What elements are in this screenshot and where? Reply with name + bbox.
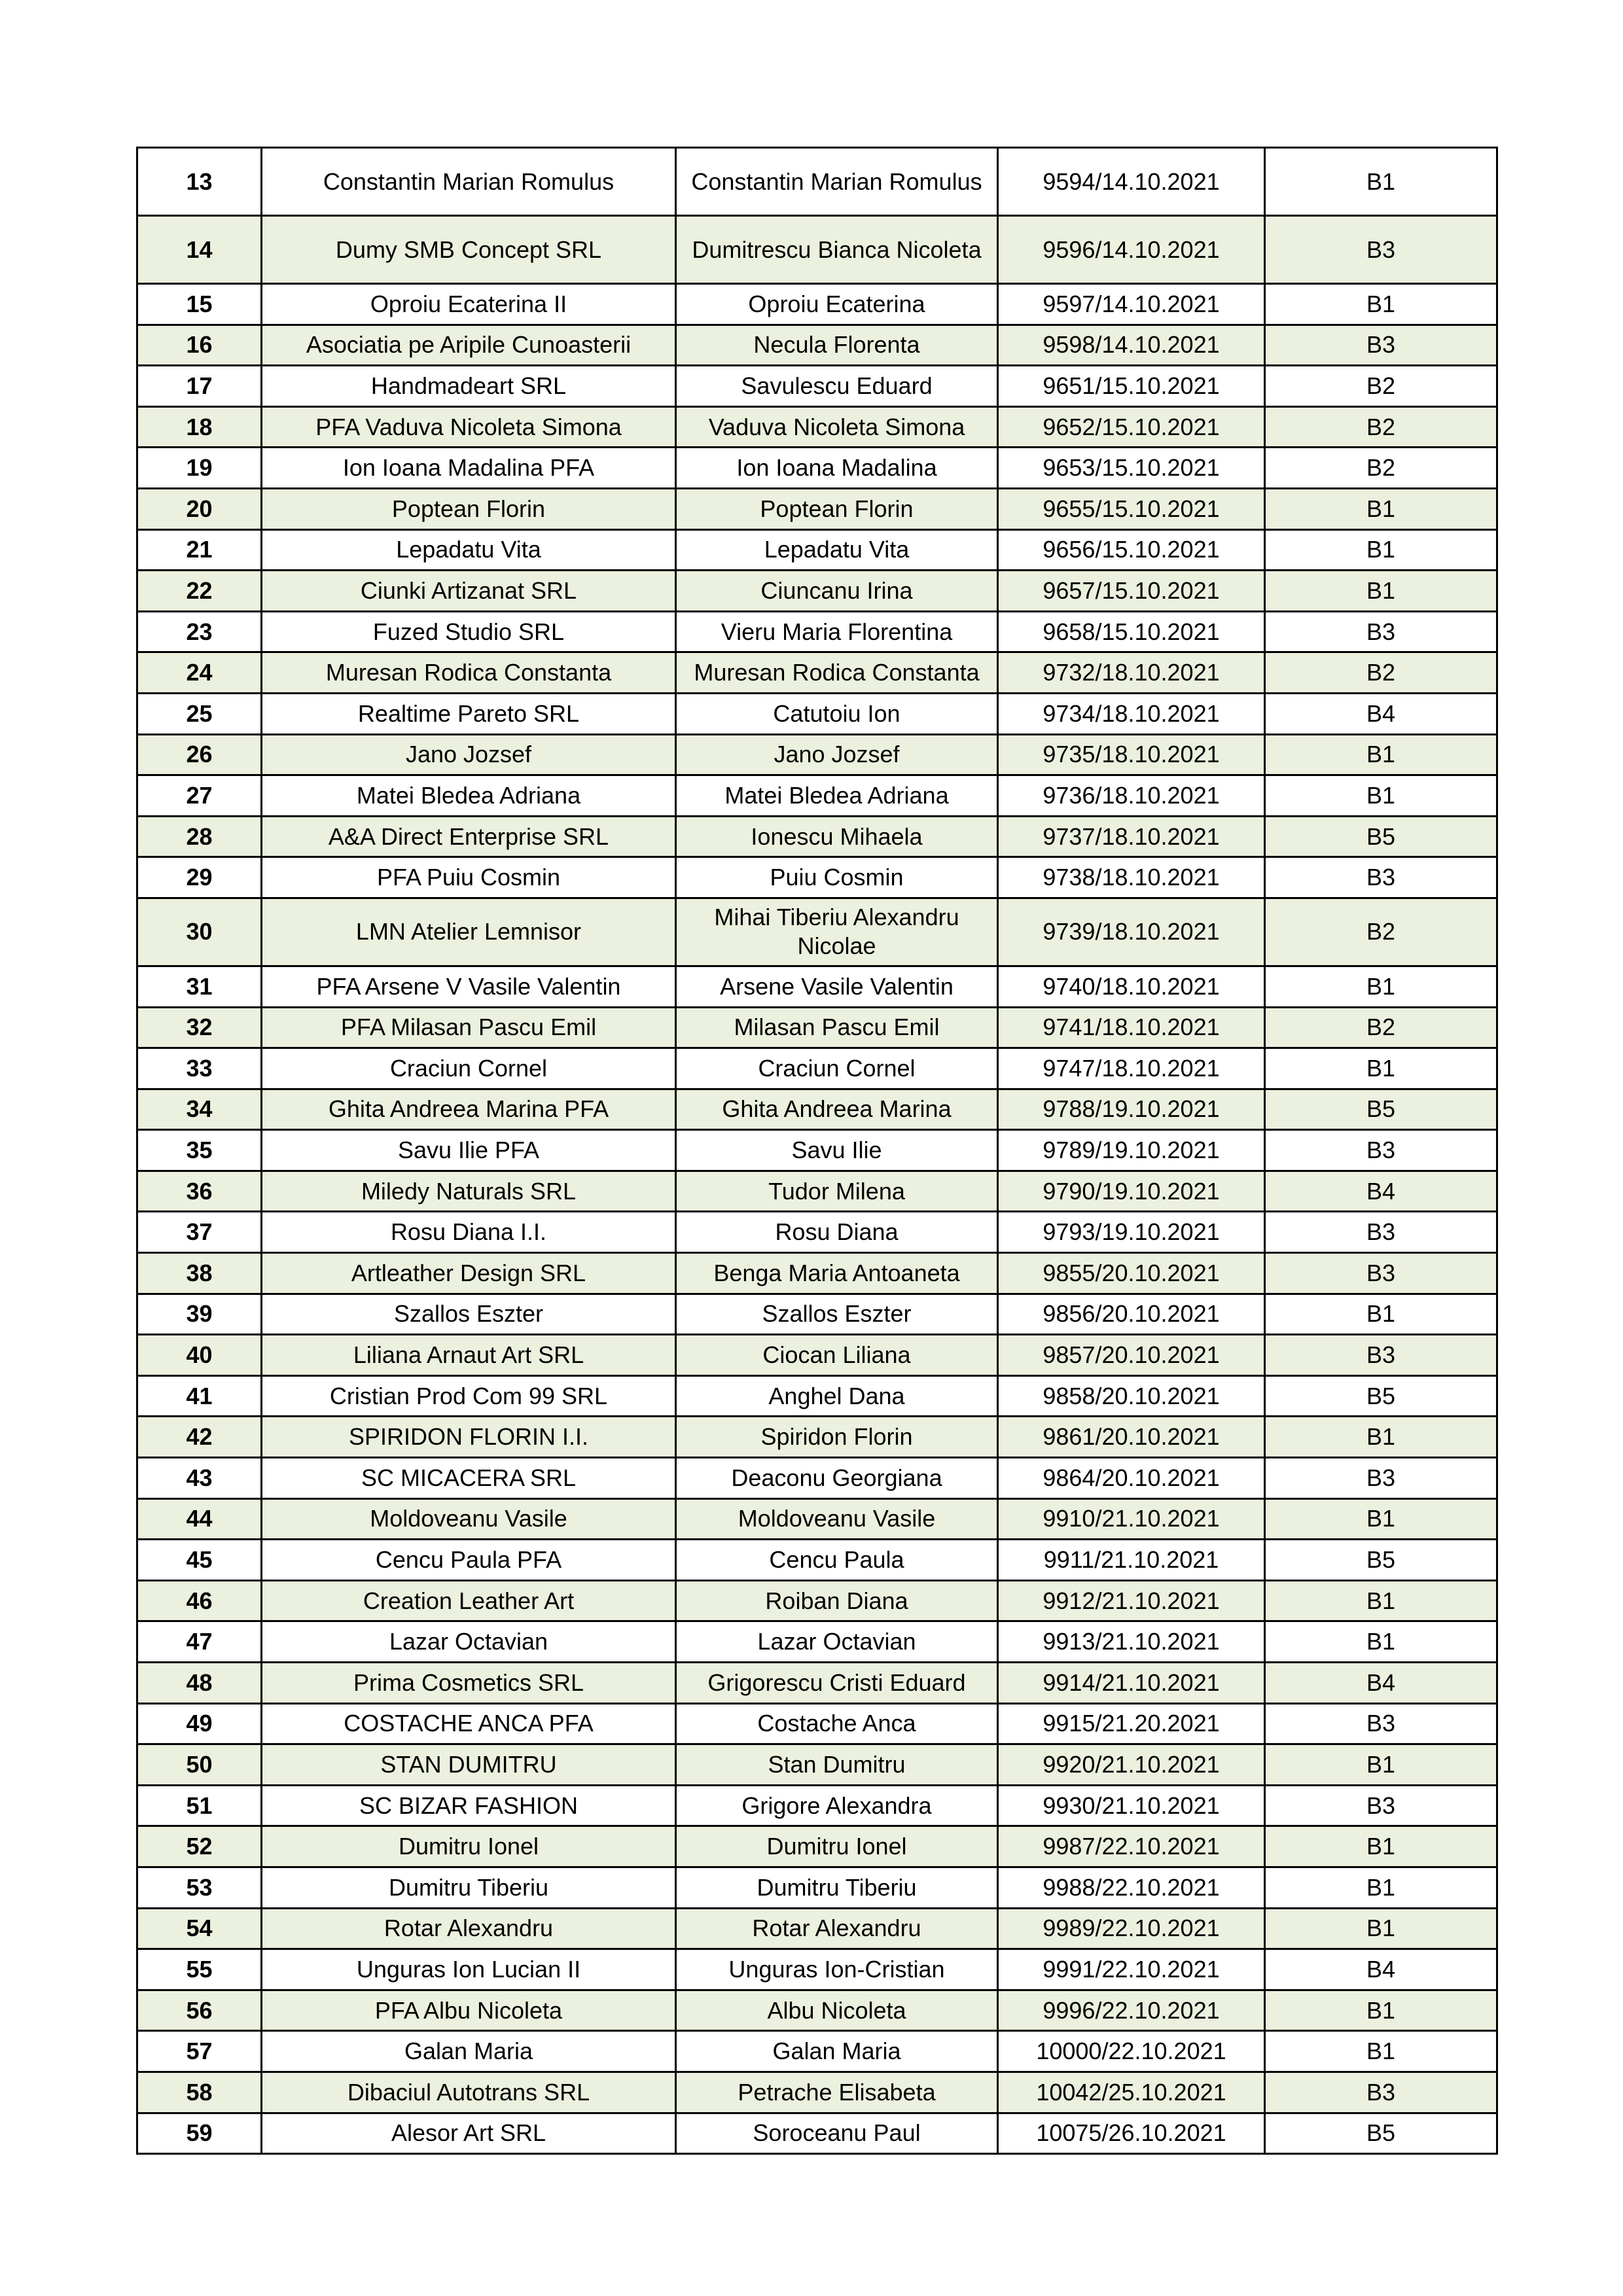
representative-name: Savulescu Eduard bbox=[676, 366, 998, 407]
row-number: 41 bbox=[137, 1375, 262, 1417]
beneficiary-name: Ghita Andreea Marina PFA bbox=[262, 1089, 676, 1130]
table-row bbox=[137, 693, 1497, 734]
representative-name: Cencu Paula bbox=[676, 1540, 998, 1581]
row-number: 51 bbox=[137, 1785, 262, 1826]
row-number: 43 bbox=[137, 1458, 262, 1499]
row-number: 34 bbox=[137, 1089, 262, 1130]
beneficiary-name: SC MICACERA SRL bbox=[262, 1458, 676, 1499]
registration-number: 10000/22.10.2021 bbox=[998, 2031, 1265, 2072]
table-row bbox=[137, 325, 1497, 366]
representative-name: Lepadatu Vita bbox=[676, 529, 998, 571]
representative-name: Grigore Alexandra bbox=[676, 1785, 998, 1826]
table-row bbox=[137, 1703, 1497, 1744]
beneficiary-name: Asociatia pe Aripile Cunoasterii bbox=[262, 325, 676, 366]
representative-name: Dumitrescu Bianca Nicoleta bbox=[676, 216, 998, 284]
table-row bbox=[137, 652, 1497, 694]
registration-number: 9914/21.10.2021 bbox=[998, 1663, 1265, 1704]
registration-number: 9856/20.10.2021 bbox=[998, 1294, 1265, 1335]
beneficiary-name: LMN Atelier Lemnisor bbox=[262, 898, 676, 966]
row-number: 59 bbox=[137, 2113, 262, 2154]
beneficiary-name: Constantin Marian Romulus bbox=[262, 148, 676, 216]
beneficiary-name: PFA Milasan Pascu Emil bbox=[262, 1007, 676, 1048]
table-row bbox=[137, 816, 1497, 857]
beneficiary-name: Dumy SMB Concept SRL bbox=[262, 216, 676, 284]
beneficiary-name: Matei Bledea Adriana bbox=[262, 775, 676, 817]
row-number: 30 bbox=[137, 898, 262, 966]
registration-number: 9651/15.10.2021 bbox=[998, 366, 1265, 407]
beneficiary-name: Cencu Paula PFA bbox=[262, 1540, 676, 1581]
row-number: 26 bbox=[137, 734, 262, 775]
table-row bbox=[137, 1253, 1497, 1294]
table-row bbox=[137, 1949, 1497, 1990]
beneficiary-name: Moldoveanu Vasile bbox=[262, 1498, 676, 1540]
table-row bbox=[137, 734, 1497, 775]
beneficiary-name: PFA Arsene V Vasile Valentin bbox=[262, 966, 676, 1007]
row-number: 46 bbox=[137, 1580, 262, 1621]
table-row bbox=[137, 1375, 1497, 1417]
category-code: B3 bbox=[1265, 2072, 1497, 2113]
category-code: B1 bbox=[1265, 1867, 1497, 1908]
registration-number: 9793/19.10.2021 bbox=[998, 1212, 1265, 1253]
registration-number: 9737/18.10.2021 bbox=[998, 816, 1265, 857]
representative-name: Vieru Maria Florentina bbox=[676, 611, 998, 652]
row-number: 24 bbox=[137, 652, 262, 694]
beneficiary-name: Craciun Cornel bbox=[262, 1048, 676, 1089]
beneficiary-name: Prima Cosmetics SRL bbox=[262, 1663, 676, 1704]
table-row bbox=[137, 448, 1497, 489]
table-row bbox=[137, 2072, 1497, 2113]
category-code: B3 bbox=[1265, 611, 1497, 652]
row-number: 49 bbox=[137, 1703, 262, 1744]
category-code: B3 bbox=[1265, 1335, 1497, 1376]
table-row bbox=[137, 216, 1497, 284]
representative-name: Benga Maria Antoaneta bbox=[676, 1253, 998, 1294]
category-code: B4 bbox=[1265, 1663, 1497, 1704]
registration-number: 9656/15.10.2021 bbox=[998, 529, 1265, 571]
category-code: B3 bbox=[1265, 325, 1497, 366]
table-row bbox=[137, 529, 1497, 571]
beneficiary-name: Fuzed Studio SRL bbox=[262, 611, 676, 652]
table-row bbox=[137, 1663, 1497, 1704]
beneficiary-name: Poptean Florin bbox=[262, 488, 676, 529]
registration-number: 9734/18.10.2021 bbox=[998, 693, 1265, 734]
category-code: B1 bbox=[1265, 488, 1497, 529]
registration-number: 9598/14.10.2021 bbox=[998, 325, 1265, 366]
registration-number: 9861/20.10.2021 bbox=[998, 1417, 1265, 1458]
category-code: B5 bbox=[1265, 816, 1497, 857]
registration-number: 10075/26.10.2021 bbox=[998, 2113, 1265, 2154]
table-body bbox=[137, 148, 1497, 2154]
beneficiary-name: STAN DUMITRU bbox=[262, 1744, 676, 1786]
category-code: B3 bbox=[1265, 216, 1497, 284]
representative-name: Poptean Florin bbox=[676, 488, 998, 529]
registration-number: 9736/18.10.2021 bbox=[998, 775, 1265, 817]
category-code: B1 bbox=[1265, 284, 1497, 325]
registration-number: 9857/20.10.2021 bbox=[998, 1335, 1265, 1376]
representative-name: Szallos Eszter bbox=[676, 1294, 998, 1335]
row-number: 15 bbox=[137, 284, 262, 325]
row-number: 18 bbox=[137, 406, 262, 448]
beneficiary-name: Ion Ioana Madalina PFA bbox=[262, 448, 676, 489]
table-row bbox=[137, 1785, 1497, 1826]
row-number: 22 bbox=[137, 571, 262, 612]
category-code: B5 bbox=[1265, 1089, 1497, 1130]
registration-number: 9911/21.10.2021 bbox=[998, 1540, 1265, 1581]
table-row bbox=[137, 1048, 1497, 1089]
registration-number: 9741/18.10.2021 bbox=[998, 1007, 1265, 1048]
beneficiary-name: Savu Ilie PFA bbox=[262, 1130, 676, 1171]
category-code: B2 bbox=[1265, 448, 1497, 489]
representative-name: Deaconu Georgiana bbox=[676, 1458, 998, 1499]
registration-number: 9657/15.10.2021 bbox=[998, 571, 1265, 612]
category-code: B1 bbox=[1265, 1990, 1497, 2031]
table-row bbox=[137, 898, 1497, 966]
registration-number: 9594/14.10.2021 bbox=[998, 148, 1265, 216]
beneficiary-name: Lepadatu Vita bbox=[262, 529, 676, 571]
table-row bbox=[137, 1335, 1497, 1376]
representative-name: Catutoiu Ion bbox=[676, 693, 998, 734]
table-row bbox=[137, 406, 1497, 448]
representative-name: Grigorescu Cristi Eduard bbox=[676, 1663, 998, 1704]
representative-name: Petrache Elisabeta bbox=[676, 2072, 998, 2113]
category-code: B1 bbox=[1265, 734, 1497, 775]
table-row bbox=[137, 1867, 1497, 1908]
table-row bbox=[137, 488, 1497, 529]
beneficiary-name: Rosu Diana I.I. bbox=[262, 1212, 676, 1253]
representative-name: Dumitru Ionel bbox=[676, 1826, 998, 1867]
beneficiary-name: Muresan Rodica Constanta bbox=[262, 652, 676, 694]
row-number: 44 bbox=[137, 1498, 262, 1540]
row-number: 25 bbox=[137, 693, 262, 734]
table-row bbox=[137, 1007, 1497, 1048]
beneficiary-name: Rotar Alexandru bbox=[262, 1908, 676, 1949]
representative-name: Muresan Rodica Constanta bbox=[676, 652, 998, 694]
category-code: B1 bbox=[1265, 1621, 1497, 1663]
category-code: B2 bbox=[1265, 898, 1497, 966]
representative-name: Stan Dumitru bbox=[676, 1744, 998, 1786]
representative-name: Ciocan Liliana bbox=[676, 1335, 998, 1376]
category-code: B4 bbox=[1265, 693, 1497, 734]
representative-name: Albu Nicoleta bbox=[676, 1990, 998, 2031]
row-number: 47 bbox=[137, 1621, 262, 1663]
registration-number: 9920/21.10.2021 bbox=[998, 1744, 1265, 1786]
beneficiary-name: Lazar Octavian bbox=[262, 1621, 676, 1663]
registration-number: 9788/19.10.2021 bbox=[998, 1089, 1265, 1130]
category-code: B1 bbox=[1265, 966, 1497, 1007]
table-row bbox=[137, 1498, 1497, 1540]
registration-number: 9735/18.10.2021 bbox=[998, 734, 1265, 775]
registration-number: 9912/21.10.2021 bbox=[998, 1580, 1265, 1621]
beneficiary-name: Dumitru Ionel bbox=[262, 1826, 676, 1867]
representative-name: Rosu Diana bbox=[676, 1212, 998, 1253]
beneficiary-name: Miledy Naturals SRL bbox=[262, 1171, 676, 1212]
category-code: B1 bbox=[1265, 1048, 1497, 1089]
table-row bbox=[137, 611, 1497, 652]
representative-name: Puiu Cosmin bbox=[676, 857, 998, 898]
registration-number: 9597/14.10.2021 bbox=[998, 284, 1265, 325]
beneficiary-name: Cristian Prod Com 99 SRL bbox=[262, 1375, 676, 1417]
row-number: 50 bbox=[137, 1744, 262, 1786]
representative-name: Dumitru Tiberiu bbox=[676, 1867, 998, 1908]
registration-number: 9991/22.10.2021 bbox=[998, 1949, 1265, 1990]
registration-number: 9989/22.10.2021 bbox=[998, 1908, 1265, 1949]
beneficiary-name: Oproiu Ecaterina II bbox=[262, 284, 676, 325]
representative-name: Moldoveanu Vasile bbox=[676, 1498, 998, 1540]
beneficiary-name: Creation Leather Art bbox=[262, 1580, 676, 1621]
category-code: B1 bbox=[1265, 1417, 1497, 1458]
representative-name: Ionescu Mihaela bbox=[676, 816, 998, 857]
row-number: 33 bbox=[137, 1048, 262, 1089]
row-number: 58 bbox=[137, 2072, 262, 2113]
registration-table bbox=[136, 147, 1498, 2155]
row-number: 45 bbox=[137, 1540, 262, 1581]
representative-name: Jano Jozsef bbox=[676, 734, 998, 775]
representative-name: Arsene Vasile Valentin bbox=[676, 966, 998, 1007]
row-number: 40 bbox=[137, 1335, 262, 1376]
category-code: B5 bbox=[1265, 1540, 1497, 1581]
representative-name: Anghel Dana bbox=[676, 1375, 998, 1417]
row-number: 39 bbox=[137, 1294, 262, 1335]
category-code: B3 bbox=[1265, 1703, 1497, 1744]
row-number: 56 bbox=[137, 1990, 262, 2031]
registration-number: 9653/15.10.2021 bbox=[998, 448, 1265, 489]
row-number: 42 bbox=[137, 1417, 262, 1458]
table-row bbox=[137, 857, 1497, 898]
table-row bbox=[137, 1089, 1497, 1130]
row-number: 48 bbox=[137, 1663, 262, 1704]
row-number: 20 bbox=[137, 488, 262, 529]
registration-number: 9864/20.10.2021 bbox=[998, 1458, 1265, 1499]
beneficiary-name: COSTACHE ANCA PFA bbox=[262, 1703, 676, 1744]
table-row bbox=[137, 1540, 1497, 1581]
representative-name: Ion Ioana Madalina bbox=[676, 448, 998, 489]
beneficiary-name: Unguras Ion Lucian II bbox=[262, 1949, 676, 1990]
table-row bbox=[137, 1212, 1497, 1253]
registration-number: 9747/18.10.2021 bbox=[998, 1048, 1265, 1089]
category-code: B1 bbox=[1265, 1908, 1497, 1949]
registration-number: 9913/21.10.2021 bbox=[998, 1621, 1265, 1663]
row-number: 35 bbox=[137, 1130, 262, 1171]
category-code: B1 bbox=[1265, 1498, 1497, 1540]
registration-number: 9739/18.10.2021 bbox=[998, 898, 1265, 966]
beneficiary-name: Dibaciul Autotrans SRL bbox=[262, 2072, 676, 2113]
category-code: B3 bbox=[1265, 1785, 1497, 1826]
table-row bbox=[137, 775, 1497, 817]
table-row bbox=[137, 571, 1497, 612]
table-row bbox=[137, 2031, 1497, 2072]
beneficiary-name: Galan Maria bbox=[262, 2031, 676, 2072]
category-code: B1 bbox=[1265, 1826, 1497, 1867]
row-number: 57 bbox=[137, 2031, 262, 2072]
beneficiary-name: PFA Albu Nicoleta bbox=[262, 1990, 676, 2031]
registration-number: 9790/19.10.2021 bbox=[998, 1171, 1265, 1212]
category-code: B1 bbox=[1265, 1580, 1497, 1621]
category-code: B3 bbox=[1265, 1253, 1497, 1294]
beneficiary-name: PFA Puiu Cosmin bbox=[262, 857, 676, 898]
row-number: 29 bbox=[137, 857, 262, 898]
beneficiary-name: Handmadeart SRL bbox=[262, 366, 676, 407]
registration-number: 9789/19.10.2021 bbox=[998, 1130, 1265, 1171]
representative-name: Lazar Octavian bbox=[676, 1621, 998, 1663]
representative-name: Costache Anca bbox=[676, 1703, 998, 1744]
representative-name: Ciuncanu Irina bbox=[676, 571, 998, 612]
table-row bbox=[137, 2113, 1497, 2154]
row-number: 13 bbox=[137, 148, 262, 216]
category-code: B1 bbox=[1265, 2031, 1497, 2072]
row-number: 54 bbox=[137, 1908, 262, 1949]
table-row bbox=[137, 1171, 1497, 1212]
beneficiary-name: Szallos Eszter bbox=[262, 1294, 676, 1335]
table-row bbox=[137, 1826, 1497, 1867]
representative-name: Ghita Andreea Marina bbox=[676, 1089, 998, 1130]
category-code: B3 bbox=[1265, 1130, 1497, 1171]
representative-name: Matei Bledea Adriana bbox=[676, 775, 998, 817]
table-row bbox=[137, 1458, 1497, 1499]
category-code: B2 bbox=[1265, 406, 1497, 448]
representative-name: Roiban Diana bbox=[676, 1580, 998, 1621]
beneficiary-name: Realtime Pareto SRL bbox=[262, 693, 676, 734]
category-code: B3 bbox=[1265, 1458, 1497, 1499]
table-row bbox=[137, 1908, 1497, 1949]
registration-number: 9738/18.10.2021 bbox=[998, 857, 1265, 898]
row-number: 37 bbox=[137, 1212, 262, 1253]
registration-number: 9915/21.20.2021 bbox=[998, 1703, 1265, 1744]
row-number: 27 bbox=[137, 775, 262, 817]
category-code: B1 bbox=[1265, 775, 1497, 817]
category-code: B2 bbox=[1265, 652, 1497, 694]
row-number: 31 bbox=[137, 966, 262, 1007]
category-code: B4 bbox=[1265, 1949, 1497, 1990]
representative-name: Milasan Pascu Emil bbox=[676, 1007, 998, 1048]
representative-name: Rotar Alexandru bbox=[676, 1908, 998, 1949]
row-number: 28 bbox=[137, 816, 262, 857]
row-number: 23 bbox=[137, 611, 262, 652]
table-row bbox=[137, 1580, 1497, 1621]
registration-number: 9987/22.10.2021 bbox=[998, 1826, 1265, 1867]
table-row bbox=[137, 966, 1497, 1007]
category-code: B1 bbox=[1265, 571, 1497, 612]
representative-name: Constantin Marian Romulus bbox=[676, 148, 998, 216]
representative-name: Soroceanu Paul bbox=[676, 2113, 998, 2154]
category-code: B3 bbox=[1265, 1212, 1497, 1253]
representative-name: Spiridon Florin bbox=[676, 1417, 998, 1458]
category-code: B1 bbox=[1265, 529, 1497, 571]
row-number: 36 bbox=[137, 1171, 262, 1212]
category-code: B1 bbox=[1265, 1744, 1497, 1786]
registration-number: 9732/18.10.2021 bbox=[998, 652, 1265, 694]
representative-name: Craciun Cornel bbox=[676, 1048, 998, 1089]
category-code: B3 bbox=[1265, 857, 1497, 898]
registration-number: 9855/20.10.2021 bbox=[998, 1253, 1265, 1294]
beneficiary-name: SPIRIDON FLORIN I.I. bbox=[262, 1417, 676, 1458]
category-code: B2 bbox=[1265, 1007, 1497, 1048]
representative-name: Unguras Ion-Cristian bbox=[676, 1949, 998, 1990]
table-row bbox=[137, 148, 1497, 216]
representative-name: Mihai Tiberiu Alexandru Nicolae bbox=[676, 898, 998, 966]
category-code: B5 bbox=[1265, 2113, 1497, 2154]
representative-name: Vaduva Nicoleta Simona bbox=[676, 406, 998, 448]
beneficiary-name: Dumitru Tiberiu bbox=[262, 1867, 676, 1908]
registration-number: 9930/21.10.2021 bbox=[998, 1785, 1265, 1826]
row-number: 52 bbox=[137, 1826, 262, 1867]
registration-number: 9655/15.10.2021 bbox=[998, 488, 1265, 529]
beneficiary-name: PFA Vaduva Nicoleta Simona bbox=[262, 406, 676, 448]
registration-number: 9996/22.10.2021 bbox=[998, 1990, 1265, 2031]
representative-name: Savu Ilie bbox=[676, 1130, 998, 1171]
category-code: B4 bbox=[1265, 1171, 1497, 1212]
registration-number: 9596/14.10.2021 bbox=[998, 216, 1265, 284]
registration-number: 9858/20.10.2021 bbox=[998, 1375, 1265, 1417]
table-row bbox=[137, 366, 1497, 407]
row-number: 19 bbox=[137, 448, 262, 489]
registration-number: 9910/21.10.2021 bbox=[998, 1498, 1265, 1540]
representative-name: Galan Maria bbox=[676, 2031, 998, 2072]
table-row bbox=[137, 284, 1497, 325]
beneficiary-name: Jano Jozsef bbox=[262, 734, 676, 775]
row-number: 38 bbox=[137, 1253, 262, 1294]
beneficiary-name: Artleather Design SRL bbox=[262, 1253, 676, 1294]
row-number: 21 bbox=[137, 529, 262, 571]
table-row bbox=[137, 1621, 1497, 1663]
row-number: 55 bbox=[137, 1949, 262, 1990]
category-code: B2 bbox=[1265, 366, 1497, 407]
beneficiary-name: Alesor Art SRL bbox=[262, 2113, 676, 2154]
table-row bbox=[137, 1417, 1497, 1458]
registration-number: 9652/15.10.2021 bbox=[998, 406, 1265, 448]
category-code: B1 bbox=[1265, 1294, 1497, 1335]
beneficiary-name: Liliana Arnaut Art SRL bbox=[262, 1335, 676, 1376]
table-row bbox=[137, 1990, 1497, 2031]
category-code: B1 bbox=[1265, 148, 1497, 216]
row-number: 17 bbox=[137, 366, 262, 407]
row-number: 14 bbox=[137, 216, 262, 284]
registration-number: 9740/18.10.2021 bbox=[998, 966, 1265, 1007]
beneficiary-name: Ciunki Artizanat SRL bbox=[262, 571, 676, 612]
table-row bbox=[137, 1294, 1497, 1335]
beneficiary-name: SC BIZAR FASHION bbox=[262, 1785, 676, 1826]
beneficiary-name: A&A Direct Enterprise SRL bbox=[262, 816, 676, 857]
row-number: 53 bbox=[137, 1867, 262, 1908]
representative-name: Tudor Milena bbox=[676, 1171, 998, 1212]
table-row bbox=[137, 1130, 1497, 1171]
representative-name: Oproiu Ecaterina bbox=[676, 284, 998, 325]
row-number: 32 bbox=[137, 1007, 262, 1048]
category-code: B5 bbox=[1265, 1375, 1497, 1417]
table-row bbox=[137, 1744, 1497, 1786]
registration-number: 10042/25.10.2021 bbox=[998, 2072, 1265, 2113]
row-number: 16 bbox=[137, 325, 262, 366]
representative-name: Necula Florenta bbox=[676, 325, 998, 366]
registration-number: 9988/22.10.2021 bbox=[998, 1867, 1265, 1908]
registration-number: 9658/15.10.2021 bbox=[998, 611, 1265, 652]
